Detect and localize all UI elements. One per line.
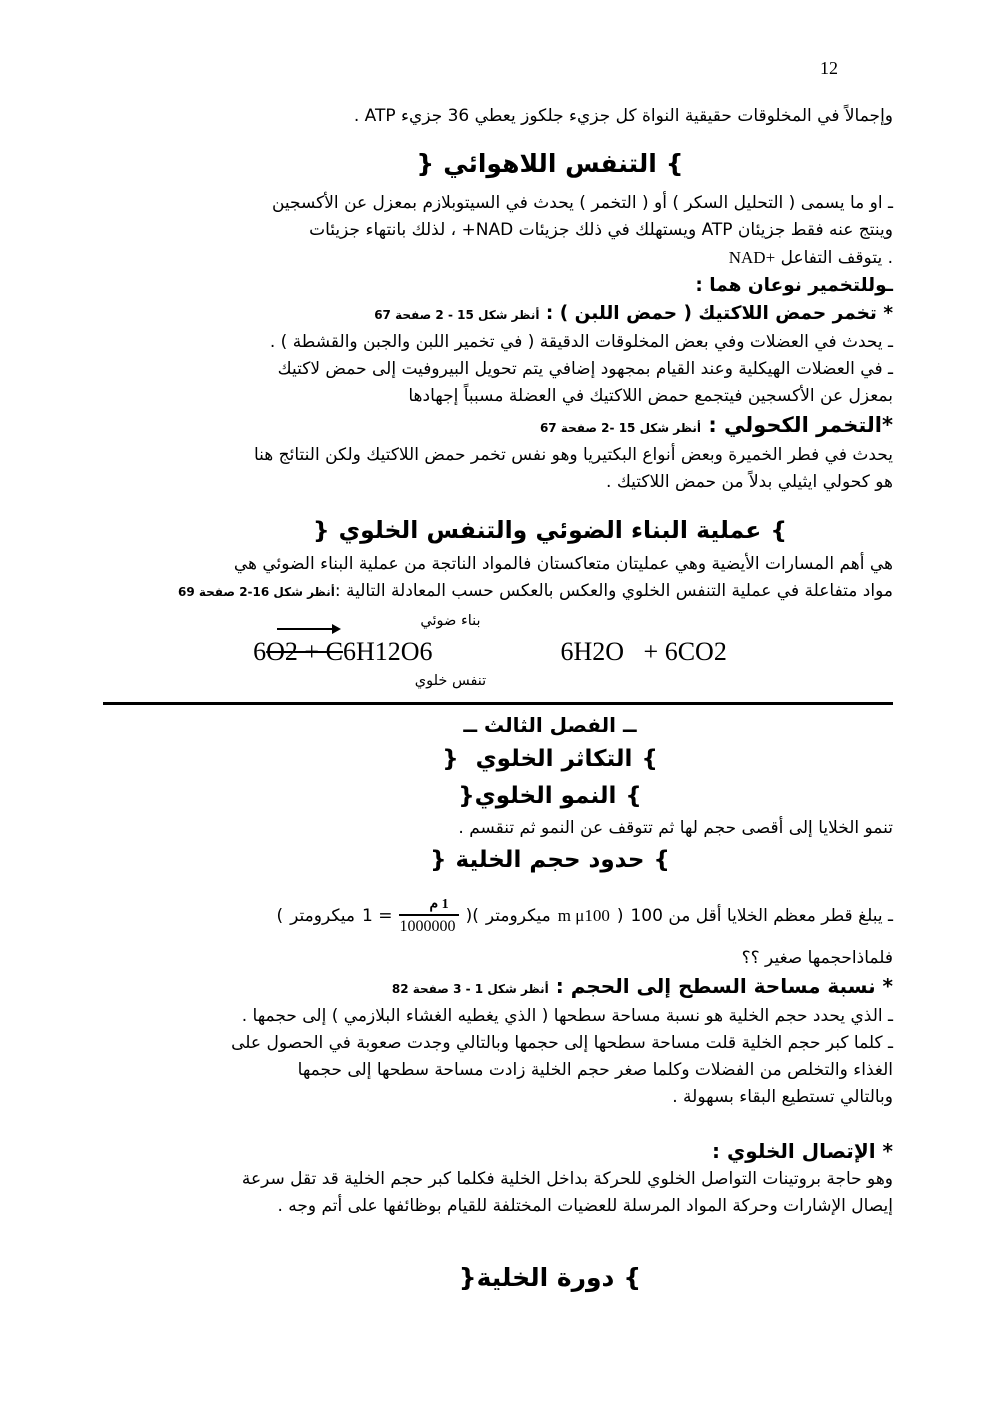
- meter-fraction: [399, 896, 458, 936]
- micrometer-unit: m μ100: [557, 906, 610, 925]
- ratio-heading-text: * نسبة مساحة السطح إلى الحجم :: [548, 974, 893, 998]
- heading-text: عملية البناء الضوئي والتنفس الخلوي: [338, 516, 762, 544]
- brace-left: }: [458, 783, 475, 809]
- anaerobic-line-3: [103, 244, 893, 272]
- double-paren: )(: [465, 906, 479, 926]
- close-paren: ): [616, 906, 624, 926]
- brace-right: {: [625, 783, 642, 809]
- lactic-fermentation-heading: [103, 300, 893, 329]
- micrometer-word-1: ميكرومتر: [290, 906, 355, 926]
- lactic-line-3: بمعزل عن الأكسجين فيتجمع حمض اللاكتيك في العضلة مسبباً إجهادها: [408, 386, 893, 406]
- brace-left: }: [430, 847, 447, 873]
- ratio-line-3: الغذاء والتخلص من الفضلات وكلما صغر حجم الخلية زادت مساحة سطحها إلى حجمها: [297, 1060, 893, 1080]
- brace-left: }: [458, 1263, 477, 1292]
- ratio-line-1: ـ الذي يحدد حجم الخلية هو نسبة مساحة سطحها ( الذي يغطيه الغشاء البلازمي ) إلى حجمها .: [241, 1006, 893, 1026]
- heading-cell-size-limits: [155, 842, 945, 879]
- lactic-line-1: ـ يحدث في العضلات وفي بعض المخلوقات الدقيقة ( في تخمير اللبن والجبن والقشطة ) .: [269, 332, 893, 352]
- page-number: 12: [820, 58, 838, 78]
- photo-line-1: هي أهم المسارات الأيضية وهي عمليتان متعاكستان فالمواد الناتجة من عملية البناء الضوئي هي: [233, 554, 893, 574]
- open-paren: (: [276, 906, 284, 926]
- heading-text: حدود حجم الخلية: [455, 847, 645, 873]
- communication-line-2: إيصال الإشارات وحركة المواد المرسلة للعضيات المختلفة للقيام بوظائفها على أتم وجه .: [277, 1196, 893, 1216]
- lactic-figure-reference: أنظر شكل 15 - 2 صفحة 67: [374, 308, 540, 322]
- cellular-respiration-label: تنفس خلوي: [414, 673, 487, 689]
- alcoholic-fermentation-heading: [103, 410, 893, 442]
- ratio-line-4: وبالتالي تستطيع البقاء بسهولة .: [672, 1087, 893, 1107]
- brace-left: }: [442, 746, 459, 772]
- heading-text: التنفس اللاهوائي: [443, 149, 657, 178]
- section-divider: [103, 702, 893, 705]
- right-arrow-icon: [277, 628, 339, 630]
- lactic-line-2: ـ في العضلات الهيكلية وعند القيام بمجهود إضافي يتم تحويل البيروفيت إلى حمض لاكتيك: [277, 359, 893, 379]
- nad-symbol: NAD+: [728, 248, 776, 267]
- alcoholic-heading-text: *التخمر الكحولي :: [701, 413, 893, 437]
- chapter-three-heading: [155, 710, 945, 741]
- ratio-figure-reference: أنظر شكل 1 - 3 صفحة 82: [391, 982, 549, 996]
- brace-right: {: [623, 1263, 642, 1292]
- anaerobic-line-3-text: يتوقف التفاعل .: [780, 248, 893, 268]
- surface-ratio-heading: [103, 972, 893, 1003]
- heading-cell-growth: [155, 778, 945, 815]
- alcoholic-line-2: هو كحولي ايثيلي بدلاً من حمض اللاكتيك .: [606, 472, 893, 492]
- growth-line: تنمو الخلايا إلى أقصى حجم لها ثم تتوقف عن النمو ثم تنقسم .: [458, 818, 893, 838]
- reactant-lead: 6: [253, 637, 267, 666]
- lactic-heading-text: * تخمر حمض اللاكتيك ( حمض اللبن ) :: [539, 303, 893, 324]
- equals-one: 1 =: [361, 906, 393, 926]
- brace-right: {: [653, 847, 670, 873]
- heading-cell-cycle: [155, 1258, 945, 1298]
- photosynthesis-respiration-equation: [95, 611, 885, 693]
- fraction-numerator: 1 م: [399, 896, 458, 916]
- cell-diameter-line: [103, 887, 893, 945]
- diameter-text: ـ يبلغ قطر معظم الخلايا أقل من 100: [630, 906, 893, 926]
- equation-products: 6H2O + 6CO2: [560, 637, 727, 666]
- brace-left: }: [416, 149, 435, 178]
- heading-anaerobic-respiration: [155, 144, 945, 184]
- fermentation-types-line: ـوللتخمير نوعان هما :: [695, 275, 893, 296]
- chapter-text: ــ الفصل الثالث ــ: [463, 713, 637, 737]
- photosynthesis-label: بناء ضوئي: [420, 613, 481, 629]
- brace-left: }: [312, 516, 330, 544]
- cell-communication-heading: * الإتصال الخلوي :: [712, 1139, 893, 1163]
- anaerobic-line-2: وينتج عنه فقط جزيئان ATP ويستهلك في ذلك جزيئات NAD+ ، لذلك بانتهاء جزيئات: [309, 220, 893, 240]
- reactant-tail: 6H12O6: [342, 637, 433, 666]
- photo-figure-reference: أنظر شكل 16-2 صفحة 69: [177, 585, 335, 599]
- micrometer-word-2: ميكرومتر: [485, 906, 551, 926]
- equation-reactants: [253, 637, 432, 667]
- heading-text: التكاثر الخلوي: [467, 746, 633, 772]
- communication-line-1: وهو حاجة بروتينات التواصل الخلوي للحركة بداخل الخلية فكلما كبر حجم الخلية قد تقل سرعة: [241, 1169, 893, 1189]
- heading-photosynthesis-respiration: [155, 509, 945, 551]
- ratio-line-2: ـ كلما كبر حجم الخلية قلت مساحة سطحها إلى حجمها وبالتالي وجدت صعوبة في الحصول على: [231, 1033, 893, 1053]
- brace-right: {: [665, 149, 684, 178]
- intro-line: وإجمالاً في المخلوقات حقيقية النواة كل جزيء جلكوز يعطي 36 جزيء ATP .: [353, 106, 893, 126]
- alcoholic-figure-reference: أنظر شكل 15 -2 صفحة 67: [539, 421, 702, 435]
- anaerobic-line-1: ـ او ما يسمى ( التحليل السكر ) أو ( التخمر ) يحدث في السيتوبلازم بمعزل عن الأكسجين: [271, 193, 893, 213]
- reactant-struck: O2 + C: [266, 637, 343, 666]
- photo-line-2: [103, 578, 893, 606]
- fraction-denominator: 1000000: [399, 918, 456, 935]
- brace-right: {: [641, 746, 658, 772]
- why-small-line: فلماذاحجمها صغير ؟؟: [741, 948, 893, 968]
- heading-cell-reproduction: [155, 741, 945, 778]
- alcoholic-line-1: يحدث في فطر الخميرة وبعض أنواع البكتيريا وهو نفس تخمر حمض اللاكتيك ولكن النتائج هنا: [253, 445, 893, 465]
- heading-text: دورة الخلية: [476, 1263, 615, 1292]
- photo-line-2-text: مواد متفاعلة في عملية التنفس الخلوي والعكس بالعكس حسب المعادلة التالية :: [334, 581, 893, 601]
- heading-text: النمو الخلوي: [474, 783, 617, 809]
- brace-right: {: [770, 516, 788, 544]
